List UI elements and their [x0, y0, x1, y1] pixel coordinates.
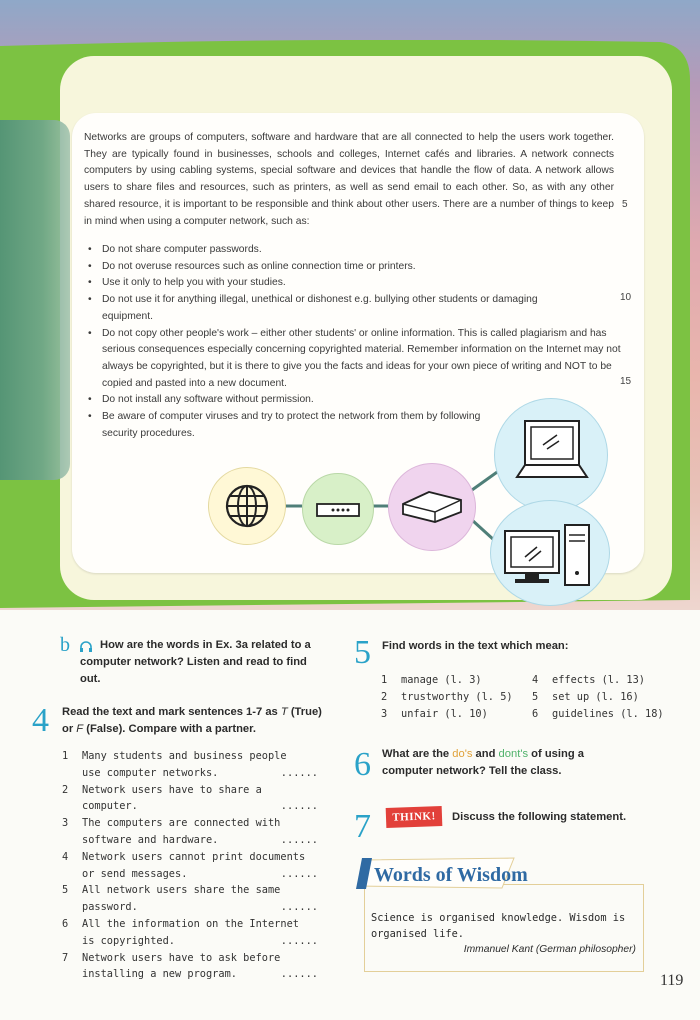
true-false-item: 3 The computers are connected with software and hardware. ......: [62, 815, 318, 849]
globe-node: [208, 467, 286, 545]
definitions-column-2: [532, 672, 672, 722]
rule-item: • Do not copy other people's work – either other students' or online information. This is called plagiarism and has serious consequences especially concerning copyrighted material. Remember information on the Internet may not always be copyrighted, but it is there to give you the facts and ideas for your own piece of writing and NOT to be copied and pasted into a new document.: [88, 326, 622, 393]
exercise-3b-label: b: [60, 634, 70, 656]
rule-item: • Use it only to help you with your studies.: [88, 275, 618, 292]
true-false-list: [62, 748, 318, 983]
desktop-node: [490, 500, 610, 606]
laptop-node: [494, 398, 608, 512]
modem-icon: [303, 474, 373, 544]
definition-item: 5 set up (l. 16): [532, 690, 639, 703]
reading-paragraph: Networks are groups of computers, software and hardware that are all connected to help the users work together. They are typically found in businesses, schools and colleges, Internet cafés and libraries. A network connects computers by using cabling systems, special software and devices that handle the flow of data. A network allows users to share files and resources, such as printers, as well as send email to each other. So, as with any other shared resource, it is important to be responsible and think about other users. There are a number of things to keep in mind when using a computer network, such as:: [84, 132, 614, 227]
exercise-6-text: What are the do's and dont's of using a computer network? Tell the class.: [382, 748, 584, 777]
desktop-computer-icon: [491, 501, 609, 605]
wisdom-author: Immanuel Kant (German philosopher): [463, 944, 636, 955]
exercise-7-number: 7: [354, 808, 371, 845]
true-false-item: 1 Many students and business people use computer networks. ......: [62, 748, 318, 782]
exercise-5-number: 5: [354, 634, 371, 671]
rule-item: • Be aware of computer viruses and try to protect the network from them by following security procedures.: [88, 409, 502, 442]
page-number: 119: [660, 972, 684, 989]
rule-item: • Do not install any software without permission.: [88, 392, 618, 409]
think-badge: THINK!: [386, 806, 443, 828]
answer-blank[interactable]: ......: [280, 968, 318, 981]
wisdom-title: Words of Wisdom: [374, 864, 528, 886]
line-number-10: 10: [620, 292, 632, 303]
rule-item: • Do not use it for anything illegal, unethical or dishonest e.g. bullying other students or damaging equipment.: [88, 292, 572, 325]
answer-blank[interactable]: ......: [280, 934, 318, 947]
definitions-column-1: [381, 672, 521, 722]
switch-node: [388, 463, 476, 551]
answer-blank[interactable]: ......: [280, 766, 318, 779]
laptop-icon: [495, 399, 607, 511]
definition-item: 1 manage (l. 3): [381, 674, 482, 686]
rule-item: • Do not overuse resources such as online connection time or printers.: [88, 259, 618, 276]
wisdom-quote: Science is organised knowledge. Wisdom is organised life.: [371, 912, 626, 940]
answer-blank[interactable]: ......: [280, 867, 318, 880]
exercise-3b-text: How are the words in Ex. 3a related to a computer network? Listen and read to find out.: [80, 639, 311, 685]
network-switch-icon: [389, 464, 475, 550]
answer-blank[interactable]: ......: [280, 833, 318, 846]
exercise-6-number: 6: [354, 746, 371, 783]
definition-item: 6 guidelines (l. 18): [532, 707, 664, 720]
line-number-5: 5: [622, 199, 628, 210]
globe-icon: [209, 468, 285, 544]
exercise-7-text: Discuss the following statement.: [452, 811, 627, 823]
line-number-15: 15: [620, 376, 632, 387]
exercise-4-instruction: Read the text and mark sentences 1-7 as T (True) or F (False). Compare with a partner.: [62, 706, 322, 735]
true-false-item: 4 Network users cannot print documents or send messages. ......: [62, 849, 318, 883]
answer-blank[interactable]: ......: [280, 800, 318, 813]
rule-item: • Do not share computer passwords.: [88, 242, 618, 259]
true-false-item: 5 All network users share the same password. ......: [62, 882, 318, 916]
exercise-4-number: 4: [32, 702, 49, 739]
definition-item: 2 trustworthy (l. 5): [381, 690, 513, 703]
exercise-5-instruction: Find words in the text which mean:: [382, 640, 569, 652]
true-false-item: 2 Network users have to share a computer. ......: [62, 782, 318, 816]
answer-blank[interactable]: ......: [280, 901, 318, 914]
modem-node: [302, 473, 374, 545]
definition-item: 3 unfair (l. 10): [381, 707, 488, 720]
true-false-item: 7 Network users have to ask before installing a new program. ......: [62, 950, 318, 984]
definition-item: 4 effects (l. 13): [532, 674, 645, 686]
true-false-item: 6 All the information on the Internet is copyrighted. ......: [62, 916, 318, 950]
